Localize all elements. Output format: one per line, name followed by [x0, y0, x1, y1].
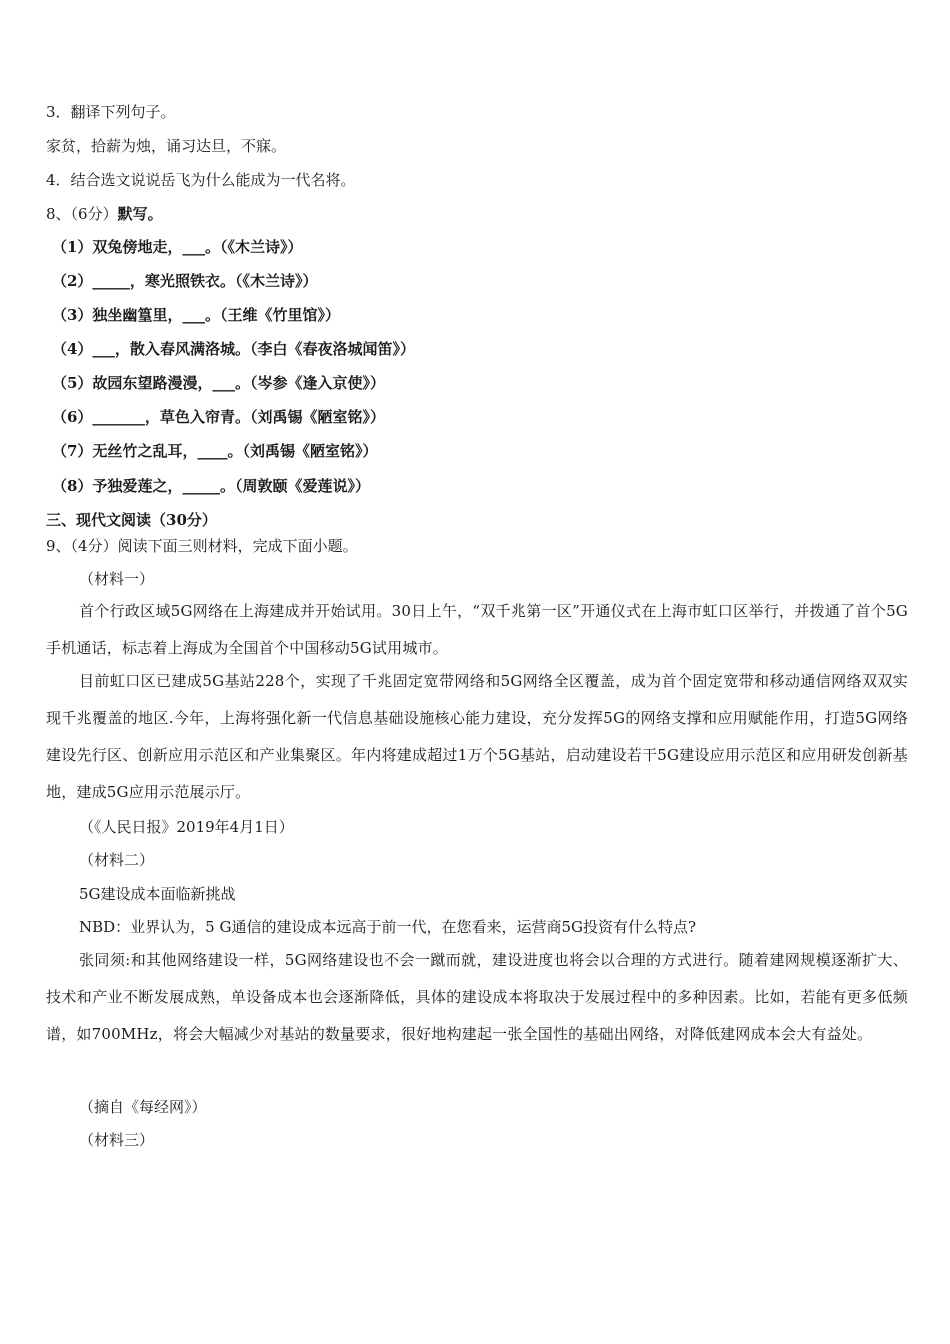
material1-source: （《人民日报》2019年4月1日）: [79, 818, 294, 836]
q8-item-5: （5）故园东望路漫漫，___。（岑参《逢入京使》）: [52, 374, 385, 392]
q8-item-3: （3）独坐幽篁里，___。（王维《竹里馆》）: [52, 306, 340, 324]
q8-item-8: （8）予独爱莲之，_____。（周敦颐《爱莲说》）: [52, 477, 370, 495]
material1-para2: 目前虹口区已建成5G基站228个，实现了千兆固定宽带网络和5G网络全区覆盖，成为首个固定宽带和移动通信网络双双实现千兆覆盖的地区.今年，上海将强化新一代信息基础设施核心能力建设，充分发挥5G的网络支撑和应用赋能作用，打造5G网络建设先行区、创新应用示范区和产业集聚区。年内将建成超过1万个5G基站，启动建设若干5G建设应用示范区和应用研发创新基地，建成5G应用示范展示厅。: [46, 672, 908, 801]
q8-item-2: （2）_____，寒光照铁衣。（《木兰诗》）: [52, 272, 318, 290]
material2-answer: 张同须:和其他网络建设一样，5G网络建设也不会一蹴而就，建设进度也将会以合理的方式进行。随着建网规模逐渐扩大、技术和产业不断发展成熟，单设备成本也会逐渐降低，具体的建设成本将取决于发展过程中的多种因素。比如，若能有更多低频谱，如700MHz，将会大幅减少对基站的数量要求，很好地构建起一张全国性的基础出网络，对降低建网成本会大有益处。: [46, 951, 908, 1043]
q9-header: 9、（4分）阅读下面三则材料，完成下面小题。: [46, 537, 358, 555]
q8-item-4: （4）___，散入春风满洛城。（李白《春夜洛城闻笛》）: [52, 340, 415, 358]
q8-header-bold: 默写。: [117, 205, 163, 223]
q8-header-prefix: 8、（6分）: [46, 205, 118, 223]
q8-header: [46, 204, 163, 224]
material2-question: NBD：业界认为，5 G通信的建设成本远高于前一代，在您看来，运营商5G投资有什么特点?: [79, 918, 697, 936]
q3-sentence: 家贫，拾薪为烛，诵习达旦，不寐。: [46, 137, 287, 155]
q8-item-6: （6）_______，草色入帘青。（刘禹锡《陋室铭》）: [52, 408, 385, 426]
q3-title: 3．翻译下列句子。: [46, 103, 176, 121]
q4-title: 4．结合选文说说岳飞为什么能成为一代名将。: [46, 171, 356, 189]
material2-source: （摘自《每经网》）: [79, 1098, 207, 1116]
material2-title: 5G建设成本面临新挑战: [79, 885, 236, 903]
material1-para1: 首个行政区域5G网络在上海建成并开始试用。30日上午，“双千兆第一区”开通仪式在上海市虹口区举行，并拨通了首个5G手机通话，标志着上海成为全国首个中国移动5G试用城市。: [46, 602, 908, 657]
section-3-title: 三、现代文阅读（30分）: [46, 511, 217, 529]
q8-item-1: （1）双兔傍地走，___。（《木兰诗》）: [52, 238, 303, 256]
q8-item-7: （7）无丝竹之乱耳，____。（刘禹锡《陋室铭》）: [52, 442, 378, 460]
material3-label: （材料三）: [79, 1131, 155, 1149]
material1-label: （材料一）: [79, 570, 155, 588]
material2-label: （材料二）: [79, 851, 155, 869]
